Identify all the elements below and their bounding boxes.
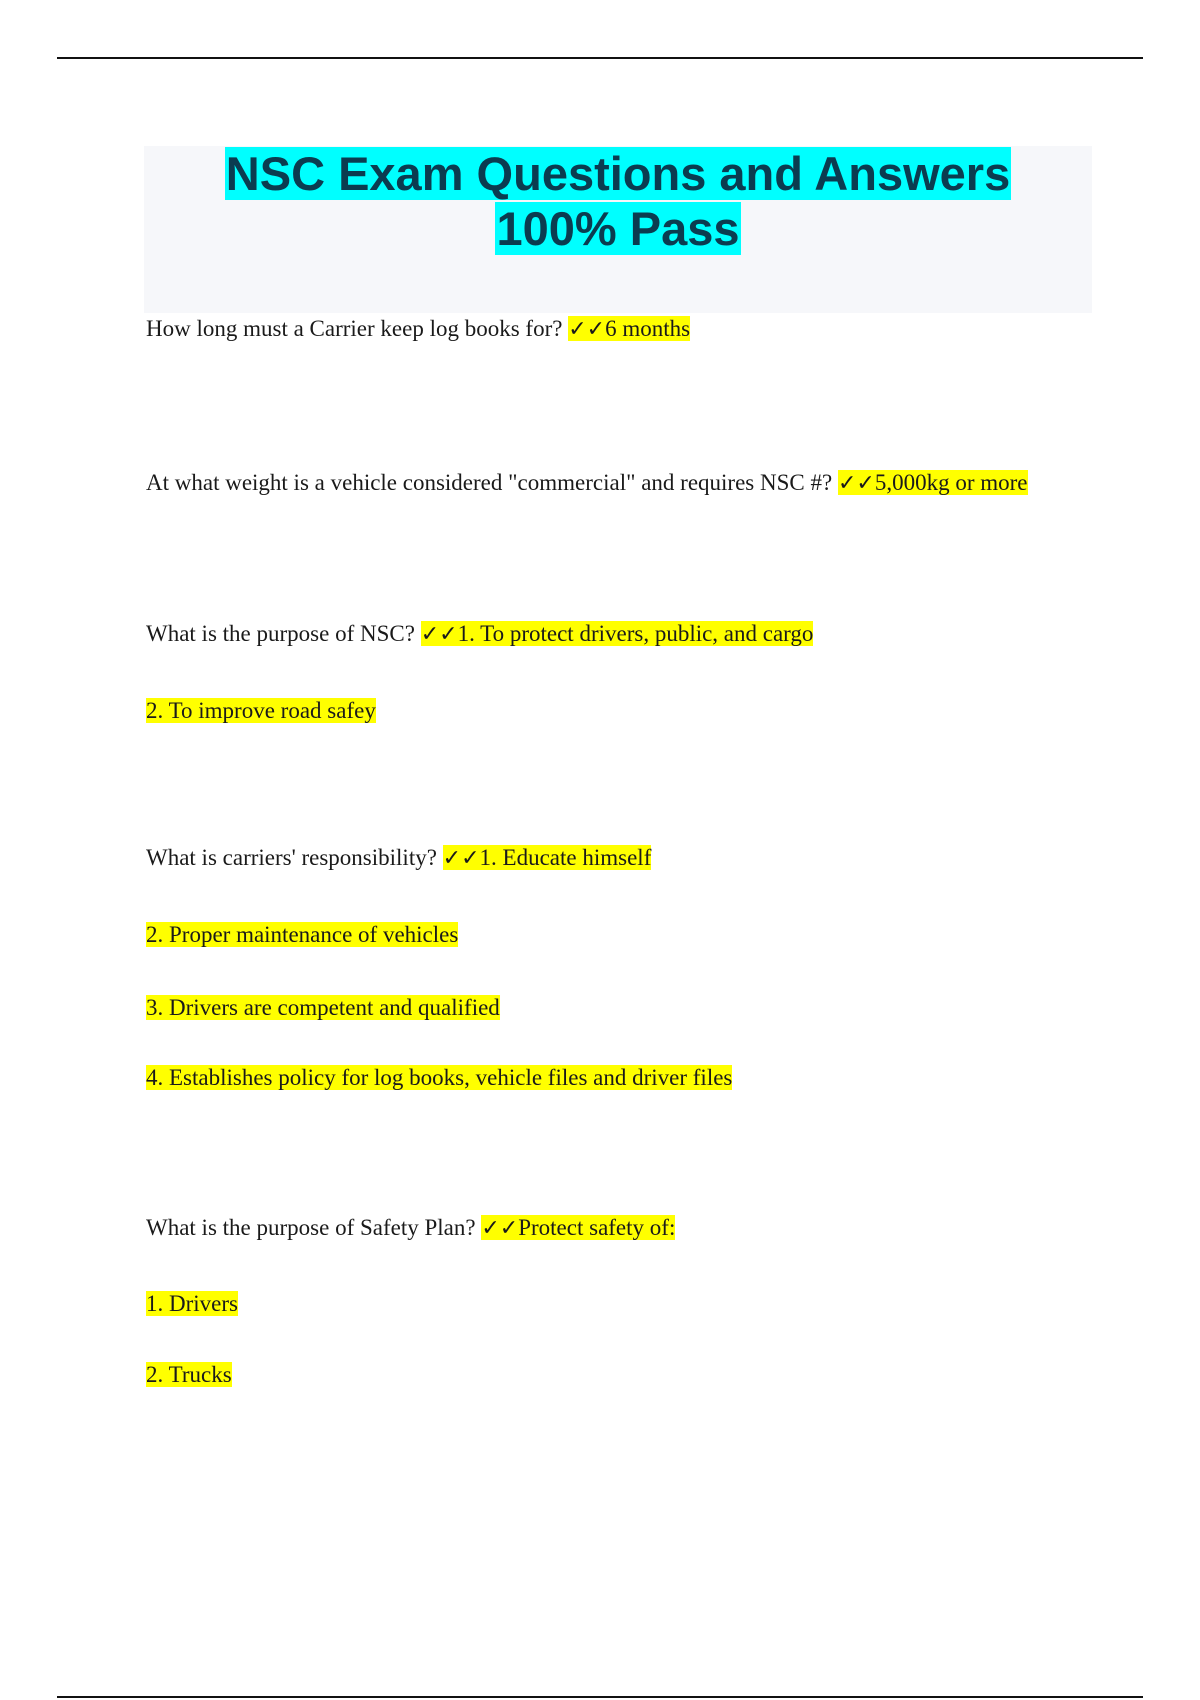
question-text: What is the purpose of NSC? <box>146 621 415 646</box>
answer-item-text: 2. Proper maintenance of vehicles <box>146 922 459 947</box>
header-rule <box>57 57 1143 59</box>
title-banner <box>144 146 1092 313</box>
question-text: How long must a Carrier keep log books for? <box>146 316 563 341</box>
answer-highlight <box>481 1215 675 1240</box>
double-check-icon: ✓✓ <box>568 317 606 342</box>
title-text-2: 100% Pass <box>496 202 740 255</box>
double-check-icon: ✓✓ <box>442 846 480 871</box>
double-check-icon: ✓✓ <box>420 622 458 647</box>
answer-item <box>146 1359 232 1391</box>
question-text: At what weight is a vehicle considered "commercial" and requires NSC #? <box>146 470 833 495</box>
double-check-icon: ✓✓ <box>837 471 875 496</box>
answer-item-text: 1. Drivers <box>146 1291 238 1316</box>
answer-text: Protect safety of: <box>518 1215 676 1240</box>
answer-text: 1. Educate himself <box>479 845 652 870</box>
answer-highlight <box>838 470 1028 495</box>
answer-item <box>146 1288 238 1320</box>
answer-highlight <box>568 316 690 341</box>
answer-highlight <box>443 845 652 870</box>
answer-item <box>146 919 458 951</box>
question-text: What is the purpose of Safety Plan? <box>146 1215 476 1240</box>
answer-item <box>146 695 376 727</box>
answer-item-text: 2. To improve road safey <box>146 698 376 723</box>
document-title-line-2 <box>144 201 1092 256</box>
question-2 <box>146 467 1028 500</box>
answer-item-text: 3. Drivers are competent and qualified <box>146 995 500 1020</box>
question-text: What is carriers' responsibility? <box>146 845 437 870</box>
question-5 <box>146 1212 675 1245</box>
title-text-1: NSC Exam Questions and Answers <box>225 147 1011 200</box>
answer-item-text: 4. Establishes policy for log books, vehicle files and driver files <box>146 1065 733 1090</box>
double-check-icon: ✓✓ <box>481 1216 519 1241</box>
answer-item <box>146 1062 732 1094</box>
document-title-line-1 <box>144 146 1092 201</box>
answer-text: 6 months <box>605 316 691 341</box>
question-3 <box>146 618 813 651</box>
question-4 <box>146 842 651 875</box>
answer-text: 5,000kg or more <box>874 470 1028 495</box>
question-1 <box>146 313 690 346</box>
answer-highlight <box>421 621 814 646</box>
footer-rule <box>57 1696 1143 1698</box>
answer-text: 1. To protect drivers, public, and cargo <box>457 621 814 646</box>
answer-item <box>146 992 500 1024</box>
answer-item-text: 2. Trucks <box>146 1362 232 1387</box>
